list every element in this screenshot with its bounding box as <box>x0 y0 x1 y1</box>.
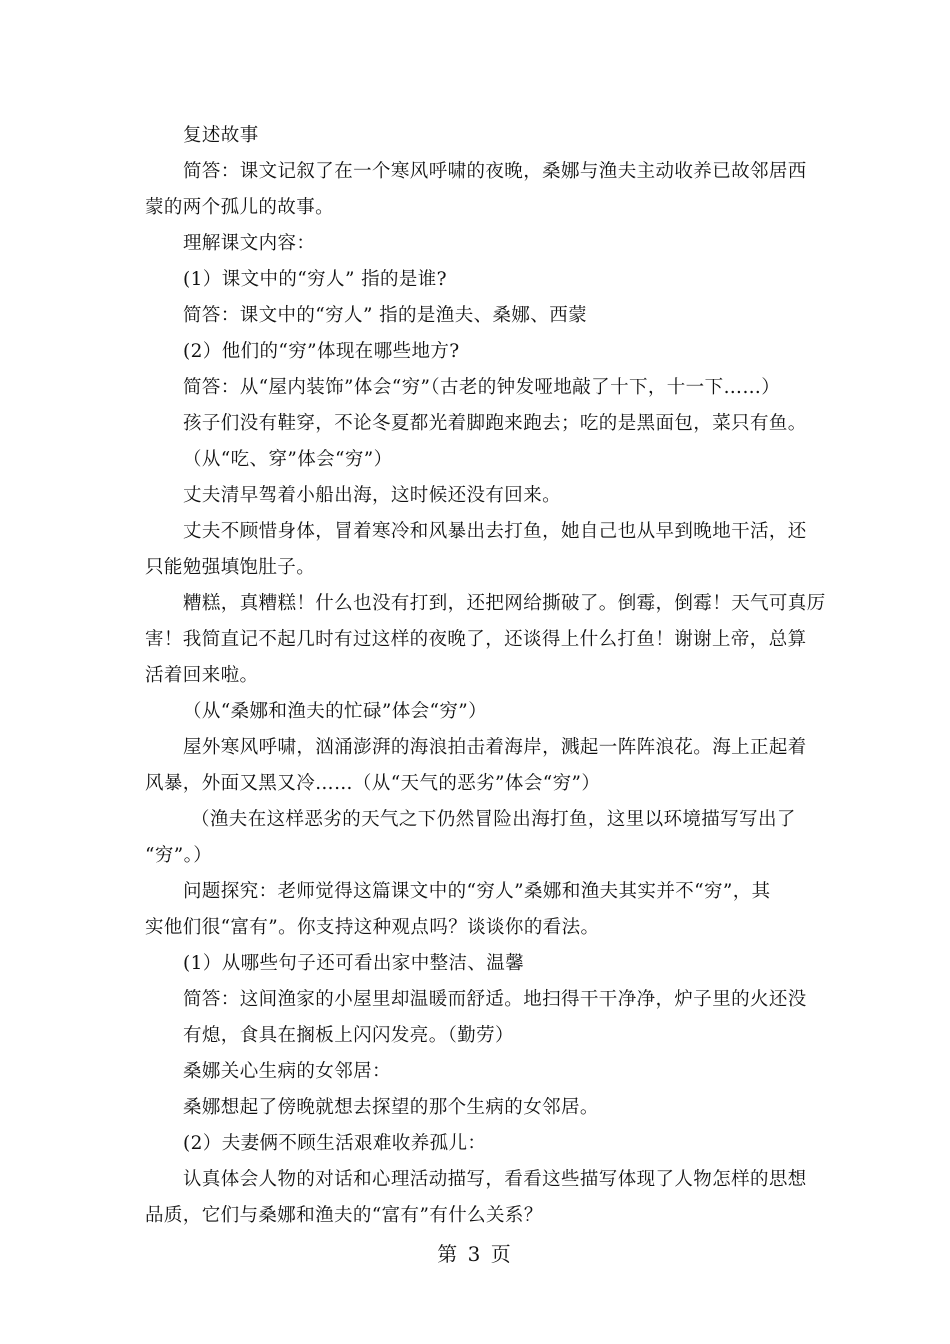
text-line: 简答：从“屋内装饰”体会“穷”（古老的钟发哑地敲了十下，十一下……） <box>183 377 781 398</box>
text-line: 只能勉强填饱肚子。 <box>145 557 316 578</box>
text-line: 屋外寒风呼啸，汹涌澎湃的海浪拍击着海岸，溅起一阵阵浪花。海上正起着 <box>183 737 807 758</box>
text-line: 糟糕，真糟糕！什么也没有打到，还把网给撕破了。倒霉，倒霉！天气可真厉 <box>183 593 826 614</box>
text-line: 问题探究：老师觉得这篇课文中的“穷人”桑娜和渔夫其实并不“穷”，其 <box>183 881 771 902</box>
text-line: 丈夫不顾惜身体，冒着寒冷和风暴出去打鱼，她自己也从早到晚地干活，还 <box>183 521 807 542</box>
text-line: 简答：课文中的“穷人” 指的是渔夫、桑娜、西蒙 <box>183 305 587 326</box>
text-line: 理解课文内容： <box>183 233 316 254</box>
text-line: (1）从哪些句子还可看出家中整洁、温馨 <box>183 953 525 974</box>
text-line: 复述故事 <box>183 125 259 146</box>
text-line: 活着回来啦。 <box>145 665 259 686</box>
text-line: 桑娜关心生病的女邻居： <box>183 1061 391 1082</box>
text-line: （从“吃、穿”体会“穷”） <box>183 449 393 470</box>
text-line: (1）课文中的“穷人” 指的是谁? <box>183 269 448 290</box>
text-line: （从“桑娜和渔夫的忙碌”体会“穷”） <box>183 701 488 722</box>
text-line: 害！我简直记不起几时有过这样的夜晚了，还谈得上什么打鱼！谢谢上帝，总算 <box>145 629 807 650</box>
text-line: 蒙的两个孤儿的故事。 <box>145 197 335 218</box>
text-line: 孩子们没有鞋穿，不论冬夏都光着脚跑来跑去；吃的是黑面包，菜只有鱼。 <box>183 413 807 434</box>
text-line: (2）夫妻俩不顾生活艰难收养孤儿： <box>183 1133 487 1154</box>
text-line: 品质，它们与桑娜和渔夫的“富有”有什么关系？ <box>145 1205 543 1226</box>
text-line: (2）他们的“穷”体现在哪些地方? <box>183 341 460 362</box>
text-line: 风暴，外面又黑又冷……（从“天气的恶劣”体会“穷”） <box>145 773 601 794</box>
text-line: 认真体会人物的对话和心理活动描写，看看这些描写体现了人物怎样的思想 <box>183 1169 807 1190</box>
document-body <box>145 118 826 1234</box>
text-line: 实他们很“富有”。你支持这种观点吗？谈谈你的看法。 <box>145 917 600 938</box>
text-line: 有熄，食具在搁板上闪闪发亮。（勤劳） <box>183 1025 514 1046</box>
text-line: 桑娜想起了傍晚就想去探望的那个生病的女邻居。 <box>183 1097 599 1118</box>
text-line: 简答：课文记叙了在一个寒风呼啸的夜晚，桑娜与渔夫主动收养已故邻居西 <box>183 161 807 182</box>
page-number: 第 3 页 <box>437 1242 513 1266</box>
text-line: “穷”。） <box>145 845 213 866</box>
text-line: （渔夫在这样恶劣的天气之下仍然冒险出海打鱼，这里以环境描写写出了 <box>191 809 796 830</box>
text-line: 丈夫清早驾着小船出海，这时候还没有回来。 <box>183 485 562 506</box>
text-line: 简答：这间渔家的小屋里却温暖而舒适。地扫得干干净净，炉子里的火还没 <box>183 989 807 1010</box>
